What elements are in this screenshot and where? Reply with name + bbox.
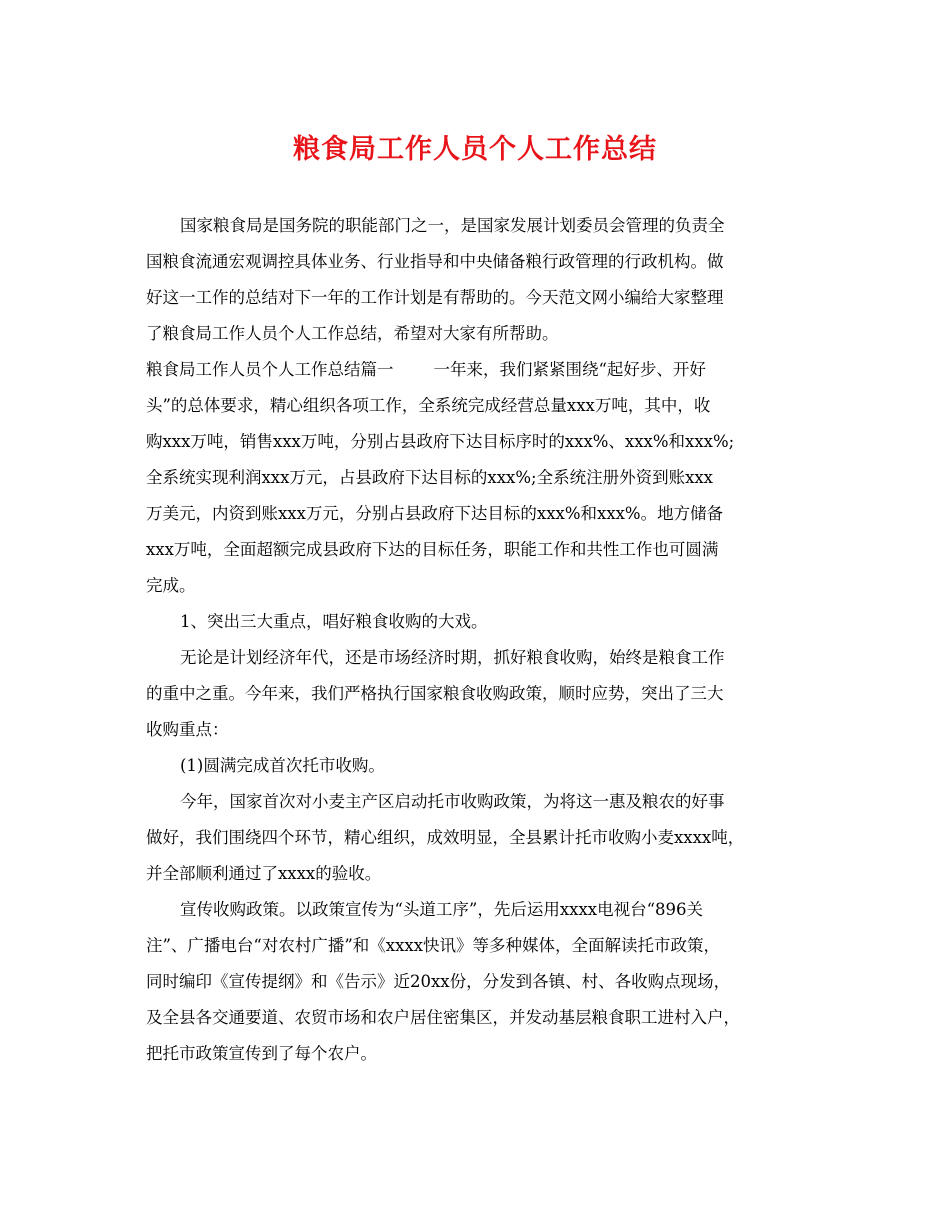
section-heading: 粮食局工作人员个人工作总结篇一 xyxy=(146,360,394,379)
paragraph-line: 并全部顺利通过了xxxx的验收。 xyxy=(146,864,382,883)
paragraph-line: 万美元，内资到账xxx万元，分别占县政府下达目标的xxx%和xxx%。地方储备 xyxy=(146,504,724,523)
document-title: 粮食局工作人员个人工作总结 xyxy=(293,134,657,165)
paragraph-line: 宣传收购政策。以政策宣传为“头道工序”，先后运用xxxx电视台“896关 xyxy=(180,900,704,919)
paragraph-line: 全系统实现利润xxx万元，占县政府下达目标的xxx%;全系统注册外资到账xxx xyxy=(146,468,713,487)
paragraph-line: 今年，国家首次对小麦主产区启动托市收购政策，为将这一惠及粮农的好事 xyxy=(180,792,725,811)
paragraph-line: 国家粮食局是国务院的职能部门之一，是国家发展计划委员会管理的负责全 xyxy=(180,216,725,235)
paragraph-line: 一年来，我们紧紧围绕“起好步、开好 xyxy=(433,360,706,379)
subheading-line: (1)圆满完成首次托市收购。 xyxy=(180,756,385,775)
paragraph-line: xxx万吨，全面超额完成县政府下达的目标任务，职能工作和共性工作也可圆满 xyxy=(146,540,719,559)
paragraph-line: 完成。 xyxy=(146,576,196,595)
paragraph-line: 收购重点： xyxy=(146,720,229,739)
section-heading-line xyxy=(146,352,806,388)
paragraph-line: 及全县各交通要道、农贸市场和农户居住密集区，并发动基层粮食职工进村入户， xyxy=(146,1008,740,1027)
paragraph-line: 的重中之重。今年来，我们严格执行国家粮食收购政策，顺时应势，突出了三大 xyxy=(146,684,724,703)
paragraph-line: 国粮食流通宏观调控具体业务、行业指导和中央储备粮行政管理的行政机构。做 xyxy=(146,252,724,271)
document-body xyxy=(146,208,806,1072)
paragraph-line: 了粮食局工作人员个人工作总结，希望对大家有所帮助。 xyxy=(146,324,559,343)
paragraph-line: 好这一工作的总结对下一年的工作计划是有帮助的。今天范文网小编给大家整理 xyxy=(146,288,724,307)
paragraph-line: 注”、广播电台“对农村广播”和《xxxx快讯》等多种媒体，全面解读托市政策， xyxy=(146,936,721,955)
paragraph-line: 购xxx万吨，销售xxx万吨，分别占县政府下达目标序时的xxx%、xxx%和xxx%; xyxy=(146,432,735,451)
paragraph-line: 无论是计划经济年代，还是市场经济时期，抓好粮食收购，始终是粮食工作 xyxy=(180,648,725,667)
paragraph-line: 同时编印《宣传提纲》和《告示》近20xx份，分发到各镇、村、各收购点现场， xyxy=(146,972,731,991)
subheading-line: 1、突出三大重点，唱好粮食收购的大戏。 xyxy=(180,612,488,631)
paragraph-line: 把托市政策宣传到了每个农户。 xyxy=(146,1044,377,1063)
paragraph-line: 做好，我们围绕四个环节，精心组织，成效明显，全县累计托市收购小麦xxxx吨， xyxy=(146,828,745,847)
paragraph-line: 头”的总体要求，精心组织各项工作，全系统完成经营总量xxx万吨，其中，收 xyxy=(146,396,711,415)
